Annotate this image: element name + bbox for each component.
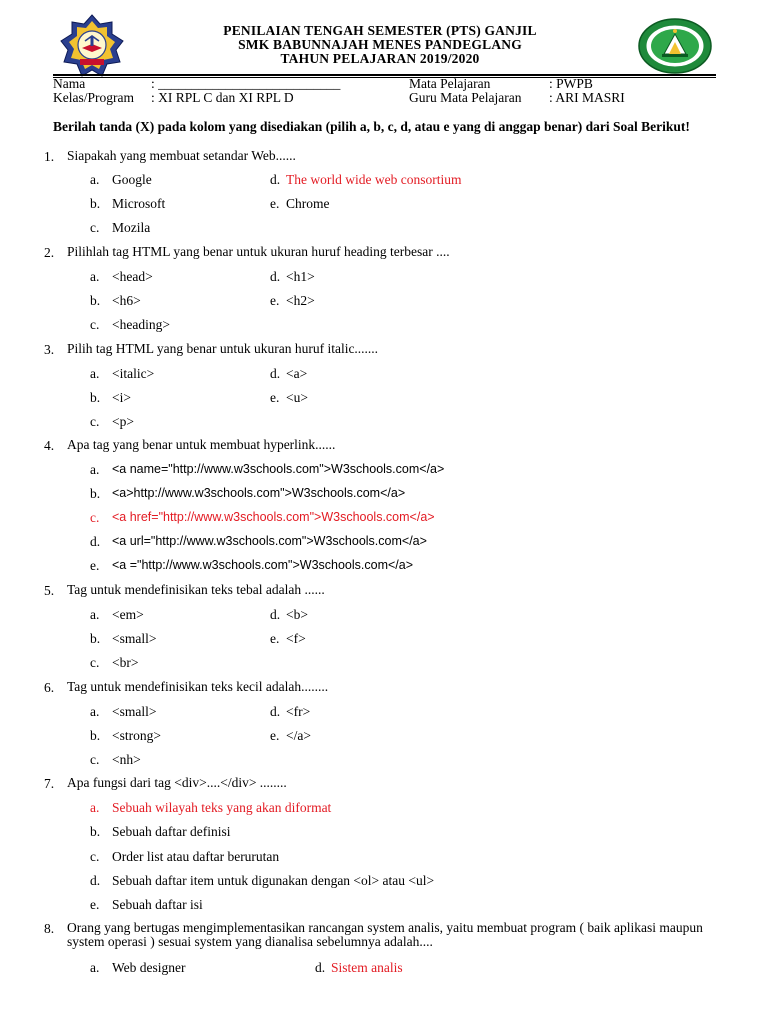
option-letter: d. — [270, 366, 281, 381]
option-text: Mozila — [112, 220, 151, 235]
option-letter: a. — [90, 960, 100, 975]
question-number: 6. — [44, 680, 55, 695]
option-letter: e. — [270, 631, 280, 646]
option-text: <a>http://www.w3schools.com">W3schools.com</a> — [112, 486, 406, 500]
question-number: 1. — [44, 149, 55, 164]
option-letter: d. — [270, 269, 281, 284]
title-line-1: PENILAIAN TENGAH SEMESTER (PTS) GANJIL — [223, 23, 537, 38]
option-text: <i> — [112, 390, 131, 405]
option-letter: d. — [90, 534, 101, 549]
question-text: Tag untuk mendefinisikan teks kecil adalah........ — [67, 679, 329, 694]
option-letter: b. — [90, 293, 101, 308]
option-text: </a> — [286, 728, 311, 743]
kelas-label: Kelas/Program — [53, 90, 134, 105]
option-letter: b. — [90, 486, 101, 501]
option-letter: c. — [90, 414, 100, 429]
option-text: Sebuah daftar isi — [112, 897, 203, 912]
guru-label: Guru Mata Pelajaran — [409, 90, 522, 105]
option-text: <b> — [286, 607, 308, 622]
option-text: Web designer — [112, 960, 186, 975]
title-line-3: TAHUN PELAJARAN 2019/2020 — [280, 51, 480, 66]
nama-field[interactable]: : ___________________________ — [151, 76, 341, 91]
info-row-2 — [53, 91, 716, 105]
option-text: Sebuah daftar definisi — [112, 824, 231, 839]
option-letter: e. — [270, 196, 280, 211]
option-letter: c. — [90, 655, 100, 670]
option-letter: b. — [90, 631, 101, 646]
option-letter: e. — [90, 897, 100, 912]
exam-title — [130, 24, 630, 66]
question-number: 4. — [44, 438, 55, 453]
option-letter: c. — [90, 510, 100, 525]
option-letter: e. — [270, 390, 280, 405]
question-number: 3. — [44, 342, 55, 357]
option-text: <a url="http://www.w3schools.com">W3schools.com</a> — [112, 534, 427, 548]
question-text: Apa tag yang benar untuk membuat hyperlink...... — [67, 437, 336, 452]
option-letter: b. — [90, 728, 101, 743]
option-letter: e. — [90, 558, 100, 573]
option-text-answer: <a href="http://www.w3schools.com">W3schools.com</a> — [112, 510, 435, 524]
option-letter: b. — [90, 824, 101, 839]
option-letter: a. — [90, 462, 100, 477]
option-text: <a name="http://www.w3schools.com">W3schools.com</a> — [112, 462, 445, 476]
option-letter: d. — [270, 172, 281, 187]
option-text: <p> — [112, 414, 134, 429]
option-text-answer: The world wide web consortium — [286, 172, 462, 187]
option-text: <fr> — [286, 704, 311, 719]
option-letter: d. — [315, 960, 326, 975]
option-letter: c. — [90, 849, 100, 864]
question-text: Tag untuk mendefinisikan teks tebal adalah ...... — [67, 582, 325, 597]
question-text: Orang yang bertugas mengimplementasikan rancangan system analis, yaitu membuat program ( baik aplikasi maupun system operasi ) sesuai system yang dianalisa sebelumnya adalah.... — [67, 920, 703, 949]
exam-header — [0, 0, 768, 78]
option-text: <u> — [286, 390, 308, 405]
option-text: Order list atau daftar berurutan — [112, 849, 280, 864]
option-letter: a. — [90, 800, 100, 815]
question-text: Pilih tag HTML yang benar untuk ukuran huruf italic....... — [67, 341, 379, 356]
guru-value: : ARI MASRI — [549, 90, 625, 105]
instruction-text: Berilah tanda (X) pada kolom yang disediakan (pilih a, b, c, d, atau e yang di anggap benar) dari Soal Berikut! — [53, 119, 690, 134]
question-number: 8. — [44, 921, 55, 936]
school-emblem-icon — [60, 14, 124, 78]
foundation-emblem-icon — [638, 18, 712, 74]
option-text: Google — [112, 172, 152, 187]
option-text-answer: Sebuah wilayah teks yang akan diformat — [112, 800, 332, 815]
option-text: Chrome — [286, 196, 330, 211]
question-text: Pilihlah tag HTML yang benar untuk ukuran huruf heading terbesar .... — [67, 244, 450, 259]
option-letter: a. — [90, 704, 100, 719]
nama-label: Nama — [53, 76, 86, 91]
option-text: <italic> — [112, 366, 155, 381]
option-text: <a ="http://www.w3schools.com">W3schools.com</a> — [112, 558, 414, 572]
option-letter: b. — [90, 196, 101, 211]
option-text: <f> — [286, 631, 306, 646]
option-letter: c. — [90, 220, 100, 235]
title-line-2: SMK BABUNNAJAH MENES PANDEGLANG — [238, 37, 522, 52]
option-letter: d. — [270, 607, 281, 622]
option-text: <small> — [112, 631, 157, 646]
option-letter: d. — [270, 704, 281, 719]
option-text: <em> — [112, 607, 144, 622]
question-text: Apa fungsi dari tag <div>....</div> ........ — [67, 775, 287, 790]
option-text: <h1> — [286, 269, 315, 284]
option-letter: c. — [90, 317, 100, 332]
option-text: <small> — [112, 704, 157, 719]
option-text: <heading> — [112, 317, 170, 332]
option-letter: c. — [90, 752, 100, 767]
student-info — [53, 77, 716, 105]
option-text: <nh> — [112, 752, 141, 767]
option-text: <h6> — [112, 293, 141, 308]
option-text: Sebuah daftar item untuk digunakan dengan <ol> atau <ul> — [112, 873, 435, 888]
option-text: <a> — [286, 366, 308, 381]
question-number: 2. — [44, 245, 55, 260]
option-text: <strong> — [112, 728, 161, 743]
option-letter: b. — [90, 390, 101, 405]
option-text: Microsoft — [112, 196, 166, 211]
option-letter: a. — [90, 366, 100, 381]
option-letter: a. — [90, 172, 100, 187]
option-text: <h2> — [286, 293, 315, 308]
option-letter: a. — [90, 269, 100, 284]
option-text: <br> — [112, 655, 139, 670]
question-text: Siapakah yang membuat setandar Web...... — [67, 148, 296, 163]
info-row-1 — [53, 77, 716, 91]
mapel-value: : PWPB — [549, 76, 593, 91]
option-text-answer: Sistem analis — [331, 960, 403, 975]
option-letter: d. — [90, 873, 101, 888]
option-letter: e. — [270, 293, 280, 308]
kelas-value: : XI RPL C dan XI RPL D — [151, 90, 294, 105]
option-text: <head> — [112, 269, 153, 284]
question-number: 7. — [44, 776, 55, 791]
option-letter: e. — [270, 728, 280, 743]
question-number: 5. — [44, 583, 55, 598]
option-letter: a. — [90, 607, 100, 622]
mapel-label: Mata Pelajaran — [409, 76, 491, 91]
